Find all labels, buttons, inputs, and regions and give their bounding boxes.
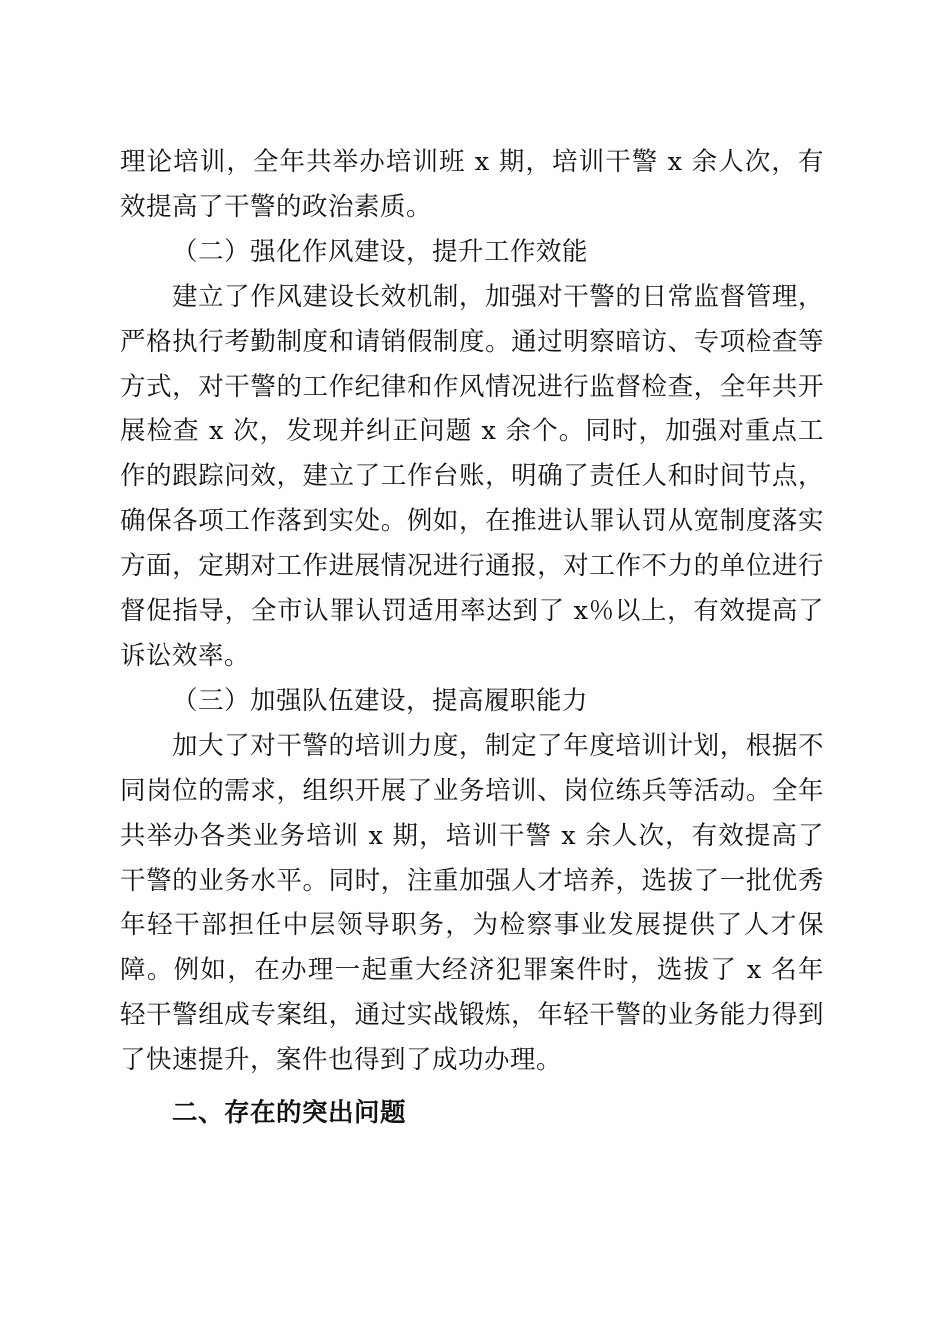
paragraph-style-building: 建立了作风建设长效机制，加强对干警的日常监督管理，严格执行考勤制度和请销假制度。通过明察暗访、专项检查等方式，对干警的工作纪律和作风情况进行监督检查，全年共开展检查 x 次，发现并纠正问题 x 余个。同时，加强对重点工作的跟踪问效，建立了工作台账，明确了责任人和时间节点，确保各项工作落到实处。例如，在推进认罪认罚从宽制度落实方面，定期对工作进展情况进行通报，对工作不力的单位进行督促指导，全市认罪认罚适用率达到了 x％以上，有效提高了诉讼效率。 <box>120 281 824 671</box>
document-page <box>120 140 824 1136</box>
paragraph-continued: 理论培训，全年共举办培训班 x 期，培训干警 x 余人次，有效提高了干警的政治素质。 <box>120 147 824 222</box>
subheading-style-building: （二）强化作风建设，提升工作效能 <box>172 236 589 267</box>
section-heading-problems: 二、存在的突出问题 <box>172 1098 407 1129</box>
subheading-team-building: （三）加强队伍建设，提高履职能力 <box>172 685 589 716</box>
paragraph-team-building: 加大了对干警的培训力度，制定了年度培训计划，根据不同岗位的需求，组织开展了业务培训、岗位练兵等活动。全年共举办各类业务培训 x 期，培训干警 x 余人次，有效提高了干警的业务水平。同时，注重加强人才培养，选拔了一批优秀年轻干部担任中层领导职务，为检察事业发展提供了人才保障。例如，在办理一起重大经济犯罪案件时，选拔了 x 名年轻干警组成专案组，通过实战锻炼，年轻干警的业务能力得到了快速提升，案件也得到了成功办理。 <box>120 730 824 1076</box>
